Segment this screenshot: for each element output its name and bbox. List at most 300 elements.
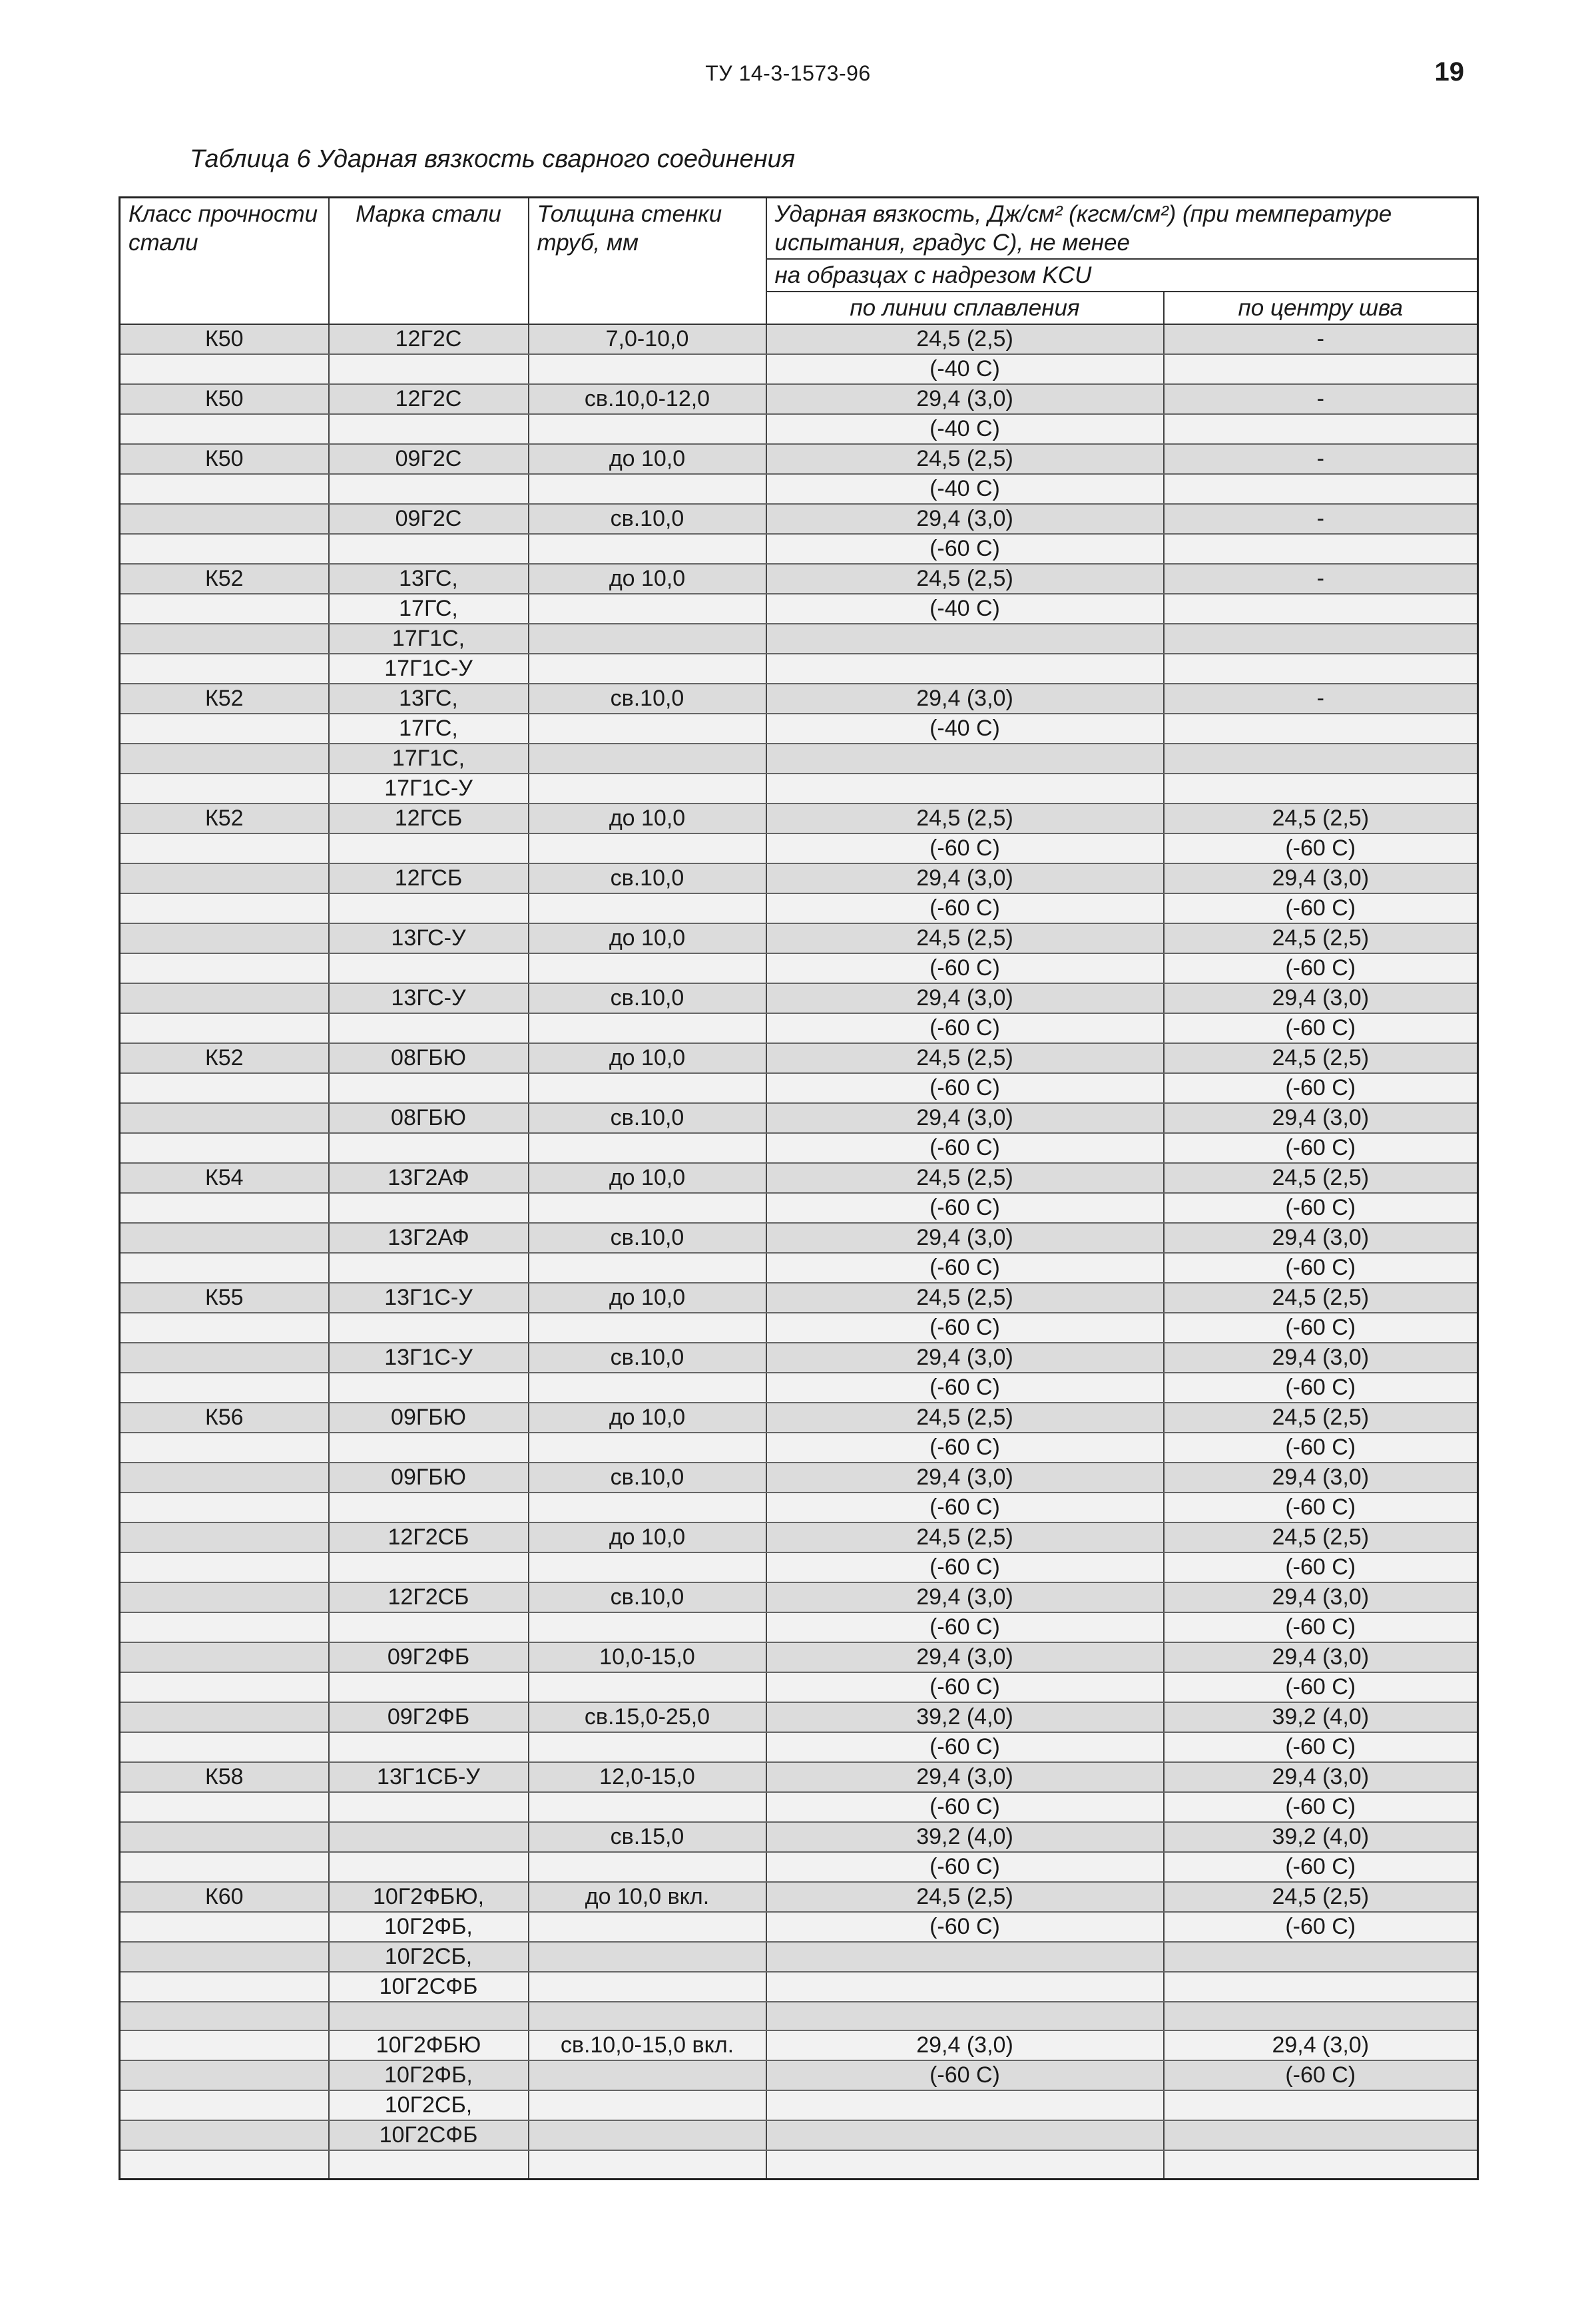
table-row — [120, 564, 1478, 594]
cell-weld-center: - — [1164, 384, 1478, 414]
cell-steel-grade: 10Г2ФБЮ, — [329, 1882, 529, 1912]
cell-strength-class — [120, 1792, 329, 1822]
cell-steel-grade: 09ГБЮ — [329, 1403, 529, 1433]
cell-fusion-line: 39,2 (4,0) — [766, 1822, 1164, 1852]
header-impact-strength: Ударная вязкость, Дж/см² (кгсм/см²) (при температуре испытания, градус С), не менее — [766, 198, 1478, 260]
cell-weld-center: (-60 С) — [1164, 1193, 1478, 1223]
cell-fusion-line: 29,4 (3,0) — [766, 863, 1164, 893]
table-row — [120, 1552, 1478, 1582]
table-row — [120, 534, 1478, 564]
cell-fusion-line: (-60 С) — [766, 1193, 1164, 1223]
impact-strength-table — [119, 196, 1479, 2180]
cell-weld-center — [1164, 474, 1478, 504]
cell-wall-thickness — [529, 1942, 766, 1972]
table-row — [120, 1343, 1478, 1373]
cell-fusion-line: 39,2 (4,0) — [766, 1702, 1164, 1732]
cell-wall-thickness — [529, 1373, 766, 1403]
cell-weld-center — [1164, 594, 1478, 624]
cell-wall-thickness — [529, 624, 766, 654]
cell-wall-thickness: до 10,0 — [529, 1043, 766, 1073]
cell-steel-grade: 17Г1С, — [329, 744, 529, 774]
cell-strength-class — [120, 1133, 329, 1163]
cell-fusion-line: 29,4 (3,0) — [766, 1582, 1164, 1612]
table-row — [120, 504, 1478, 534]
table-row — [120, 1912, 1478, 1942]
table-row — [120, 624, 1478, 654]
cell-steel-grade — [329, 1792, 529, 1822]
table-row — [120, 1972, 1478, 2002]
table-body — [120, 324, 1478, 2179]
cell-wall-thickness — [529, 1313, 766, 1343]
table-row — [120, 1672, 1478, 1702]
cell-strength-class — [120, 2150, 329, 2179]
table-row — [120, 1642, 1478, 1672]
table-row — [120, 983, 1478, 1013]
header-row-main — [120, 198, 1478, 260]
header-strength-class: Класс прочности стали — [120, 198, 329, 325]
cell-weld-center: (-60 С) — [1164, 1732, 1478, 1762]
cell-strength-class — [120, 2030, 329, 2060]
cell-wall-thickness: св.10,0 — [529, 1343, 766, 1373]
table-row — [120, 833, 1478, 863]
cell-steel-grade — [329, 1373, 529, 1403]
cell-strength-class — [120, 414, 329, 444]
cell-steel-grade: 13Г1С-У — [329, 1283, 529, 1313]
cell-wall-thickness — [529, 1612, 766, 1642]
cell-strength-class — [120, 1732, 329, 1762]
cell-steel-grade: 10Г2СБ, — [329, 2090, 529, 2120]
cell-weld-center — [1164, 654, 1478, 684]
cell-strength-class: К50 — [120, 324, 329, 354]
cell-steel-grade: 12Г2С — [329, 384, 529, 414]
table-row — [120, 2060, 1478, 2090]
table-row — [120, 474, 1478, 504]
cell-strength-class — [120, 2120, 329, 2150]
cell-weld-center: 24,5 (2,5) — [1164, 804, 1478, 833]
cell-fusion-line: 24,5 (2,5) — [766, 444, 1164, 474]
cell-steel-grade: 12Г2С — [329, 324, 529, 354]
cell-fusion-line — [766, 2090, 1164, 2120]
cell-steel-grade: 10Г2СБ, — [329, 1942, 529, 1972]
cell-steel-grade — [329, 1313, 529, 1343]
cell-steel-grade — [329, 354, 529, 384]
cell-wall-thickness: до 10,0 — [529, 1283, 766, 1313]
cell-weld-center: 29,4 (3,0) — [1164, 1343, 1478, 1373]
cell-steel-grade: 17Г1С-У — [329, 774, 529, 804]
cell-wall-thickness — [529, 833, 766, 863]
cell-steel-grade — [329, 1672, 529, 1702]
cell-steel-grade — [329, 474, 529, 504]
cell-steel-grade: 09Г2С — [329, 504, 529, 534]
cell-weld-center — [1164, 414, 1478, 444]
cell-weld-center: 29,4 (3,0) — [1164, 863, 1478, 893]
table-row — [120, 1792, 1478, 1822]
cell-strength-class — [120, 1972, 329, 2002]
cell-fusion-line: 29,4 (3,0) — [766, 1103, 1164, 1133]
cell-wall-thickness: св.10,0-15,0 вкл. — [529, 2030, 766, 2060]
cell-weld-center: (-60 С) — [1164, 1133, 1478, 1163]
header-steel-grade: Марка стали — [329, 198, 529, 325]
cell-steel-grade: 09Г2С — [329, 444, 529, 474]
cell-weld-center: (-60 С) — [1164, 1612, 1478, 1642]
cell-weld-center — [1164, 774, 1478, 804]
cell-weld-center: (-60 С) — [1164, 1792, 1478, 1822]
cell-weld-center: 29,4 (3,0) — [1164, 983, 1478, 1013]
cell-strength-class — [120, 654, 329, 684]
table-row — [120, 1313, 1478, 1343]
cell-wall-thickness: до 10,0 вкл. — [529, 1882, 766, 1912]
cell-steel-grade: 09Г2ФБ — [329, 1702, 529, 1732]
cell-fusion-line: (-40 С) — [766, 474, 1164, 504]
cell-wall-thickness: св.10,0 — [529, 1103, 766, 1133]
cell-steel-grade: 09Г2ФБ — [329, 1642, 529, 1672]
cell-wall-thickness — [529, 414, 766, 444]
cell-wall-thickness — [529, 2120, 766, 2150]
cell-strength-class — [120, 474, 329, 504]
cell-steel-grade — [329, 1253, 529, 1283]
cell-weld-center: (-60 С) — [1164, 1313, 1478, 1343]
cell-weld-center: - — [1164, 504, 1478, 534]
cell-wall-thickness — [529, 893, 766, 923]
table-caption: Таблица 6 Ударная вязкость сварного соединения — [190, 145, 796, 173]
cell-steel-grade: 12ГСБ — [329, 804, 529, 833]
table-row — [120, 444, 1478, 474]
cell-fusion-line: (-60 С) — [766, 1912, 1164, 1942]
cell-wall-thickness — [529, 2002, 766, 2030]
cell-strength-class — [120, 1223, 329, 1253]
cell-weld-center: - — [1164, 684, 1478, 714]
cell-fusion-line: (-60 С) — [766, 1313, 1164, 1343]
cell-weld-center: - — [1164, 324, 1478, 354]
table-row — [120, 863, 1478, 893]
cell-fusion-line: (-60 С) — [766, 1493, 1164, 1522]
cell-strength-class — [120, 893, 329, 923]
table-row — [120, 1762, 1478, 1792]
cell-strength-class — [120, 1013, 329, 1043]
cell-wall-thickness: до 10,0 — [529, 444, 766, 474]
cell-steel-grade: 08ГБЮ — [329, 1103, 529, 1133]
cell-fusion-line: 24,5 (2,5) — [766, 1522, 1164, 1552]
cell-fusion-line — [766, 654, 1164, 684]
cell-weld-center — [1164, 2120, 1478, 2150]
cell-wall-thickness — [529, 1552, 766, 1582]
cell-weld-center: (-60 С) — [1164, 1253, 1478, 1283]
cell-weld-center — [1164, 714, 1478, 744]
cell-steel-grade: 13ГС-У — [329, 923, 529, 953]
cell-wall-thickness — [529, 1852, 766, 1882]
cell-wall-thickness — [529, 1433, 766, 1463]
cell-wall-thickness: св.10,0 — [529, 1463, 766, 1493]
cell-weld-center: 39,2 (4,0) — [1164, 1702, 1478, 1732]
cell-weld-center — [1164, 354, 1478, 384]
cell-strength-class — [120, 1912, 329, 1942]
cell-fusion-line: (-60 С) — [766, 893, 1164, 923]
cell-fusion-line: (-60 С) — [766, 1552, 1164, 1582]
cell-wall-thickness: св.10,0 — [529, 1582, 766, 1612]
table-row — [120, 714, 1478, 744]
cell-fusion-line: 24,5 (2,5) — [766, 1163, 1164, 1193]
cell-fusion-line: (-40 С) — [766, 594, 1164, 624]
cell-strength-class — [120, 1822, 329, 1852]
table-row — [120, 2120, 1478, 2150]
cell-wall-thickness: св.10,0 — [529, 1223, 766, 1253]
cell-strength-class — [120, 1493, 329, 1522]
cell-fusion-line: 24,5 (2,5) — [766, 1043, 1164, 1073]
cell-strength-class: К54 — [120, 1163, 329, 1193]
cell-fusion-line: 24,5 (2,5) — [766, 923, 1164, 953]
table-row — [120, 1013, 1478, 1043]
table-row — [120, 744, 1478, 774]
cell-weld-center — [1164, 1942, 1478, 1972]
cell-steel-grade: 12Г2СБ — [329, 1582, 529, 1612]
cell-wall-thickness: св.10,0 — [529, 504, 766, 534]
cell-fusion-line: 29,4 (3,0) — [766, 1223, 1164, 1253]
cell-wall-thickness: до 10,0 — [529, 1403, 766, 1433]
cell-weld-center: 24,5 (2,5) — [1164, 1043, 1478, 1073]
cell-fusion-line: 29,4 (3,0) — [766, 1762, 1164, 1792]
cell-fusion-line: 24,5 (2,5) — [766, 1403, 1164, 1433]
cell-wall-thickness — [529, 1253, 766, 1283]
cell-strength-class — [120, 2090, 329, 2120]
table-header — [120, 198, 1478, 325]
cell-fusion-line — [766, 1942, 1164, 1972]
cell-wall-thickness: 12,0-15,0 — [529, 1762, 766, 1792]
cell-wall-thickness — [529, 1193, 766, 1223]
cell-weld-center: 29,4 (3,0) — [1164, 1642, 1478, 1672]
cell-strength-class: К58 — [120, 1762, 329, 1792]
cell-fusion-line: (-40 С) — [766, 354, 1164, 384]
cell-strength-class — [120, 1702, 329, 1732]
table-row — [120, 1163, 1478, 1193]
cell-steel-grade: 13ГС, — [329, 564, 529, 594]
cell-weld-center: 24,5 (2,5) — [1164, 1882, 1478, 1912]
table-row — [120, 1942, 1478, 1972]
table-row — [120, 324, 1478, 354]
cell-steel-grade: 13ГС, — [329, 684, 529, 714]
cell-weld-center: (-60 С) — [1164, 953, 1478, 983]
table-row — [120, 2090, 1478, 2120]
cell-strength-class — [120, 1522, 329, 1552]
header-wall-thickness: Толщина стенки труб, мм — [529, 198, 766, 325]
cell-fusion-line: (-60 С) — [766, 534, 1164, 564]
cell-weld-center — [1164, 2150, 1478, 2179]
cell-weld-center: 24,5 (2,5) — [1164, 1522, 1478, 1552]
cell-weld-center: 29,4 (3,0) — [1164, 1582, 1478, 1612]
cell-fusion-line — [766, 744, 1164, 774]
cell-fusion-line: 29,4 (3,0) — [766, 684, 1164, 714]
table-row — [120, 1103, 1478, 1133]
cell-steel-grade: 10Г2ФБЮ — [329, 2030, 529, 2060]
cell-weld-center: (-60 С) — [1164, 833, 1478, 863]
cell-strength-class: К52 — [120, 1043, 329, 1073]
table-row — [120, 1283, 1478, 1313]
cell-steel-grade: 13Г2АФ — [329, 1163, 529, 1193]
cell-steel-grade — [329, 1073, 529, 1103]
cell-steel-grade: 17ГС, — [329, 714, 529, 744]
cell-steel-grade — [329, 414, 529, 444]
cell-strength-class: К52 — [120, 804, 329, 833]
table-row — [120, 684, 1478, 714]
cell-wall-thickness — [529, 1912, 766, 1942]
cell-steel-grade: 08ГБЮ — [329, 1043, 529, 1073]
cell-wall-thickness: до 10,0 — [529, 1163, 766, 1193]
cell-weld-center: (-60 С) — [1164, 1433, 1478, 1463]
cell-fusion-line: (-60 С) — [766, 1612, 1164, 1642]
cell-wall-thickness — [529, 953, 766, 983]
cell-fusion-line: (-40 С) — [766, 414, 1164, 444]
cell-fusion-line — [766, 624, 1164, 654]
cell-strength-class — [120, 1103, 329, 1133]
cell-fusion-line: 24,5 (2,5) — [766, 1882, 1164, 1912]
cell-wall-thickness: св.10,0-12,0 — [529, 384, 766, 414]
cell-strength-class — [120, 1463, 329, 1493]
cell-wall-thickness — [529, 1073, 766, 1103]
table-row — [120, 1732, 1478, 1762]
cell-strength-class: К50 — [120, 384, 329, 414]
cell-steel-grade: 13Г2АФ — [329, 1223, 529, 1253]
cell-steel-grade: 10Г2ФБ, — [329, 2060, 529, 2090]
cell-steel-grade — [329, 1493, 529, 1522]
cell-strength-class — [120, 1193, 329, 1223]
cell-wall-thickness — [529, 1972, 766, 2002]
cell-strength-class — [120, 594, 329, 624]
cell-strength-class — [120, 354, 329, 384]
cell-strength-class — [120, 1612, 329, 1642]
cell-strength-class — [120, 863, 329, 893]
cell-fusion-line — [766, 2120, 1164, 2150]
table-row — [120, 1193, 1478, 1223]
document-code: ТУ 14-3-1573-96 — [705, 61, 871, 85]
cell-wall-thickness — [529, 594, 766, 624]
table-row — [120, 354, 1478, 384]
cell-steel-grade: 10Г2СФБ — [329, 2120, 529, 2150]
cell-fusion-line: 29,4 (3,0) — [766, 504, 1164, 534]
cell-strength-class — [120, 983, 329, 1013]
cell-strength-class — [120, 1343, 329, 1373]
cell-strength-class — [120, 624, 329, 654]
cell-wall-thickness — [529, 534, 766, 564]
cell-wall-thickness — [529, 1013, 766, 1043]
cell-fusion-line: (-60 С) — [766, 953, 1164, 983]
cell-strength-class — [120, 714, 329, 744]
cell-weld-center: (-60 С) — [1164, 1912, 1478, 1942]
cell-strength-class: К50 — [120, 444, 329, 474]
cell-weld-center: (-60 С) — [1164, 1852, 1478, 1882]
cell-strength-class — [120, 534, 329, 564]
cell-weld-center: (-60 С) — [1164, 1672, 1478, 1702]
table-row — [120, 1433, 1478, 1463]
cell-steel-grade — [329, 953, 529, 983]
cell-fusion-line — [766, 2002, 1164, 2030]
cell-strength-class — [120, 923, 329, 953]
cell-steel-grade — [329, 1013, 529, 1043]
cell-strength-class — [120, 744, 329, 774]
cell-steel-grade — [329, 1552, 529, 1582]
table-row — [120, 1043, 1478, 1073]
cell-strength-class — [120, 2060, 329, 2090]
cell-steel-grade: 13Г1С-У — [329, 1343, 529, 1373]
cell-steel-grade — [329, 833, 529, 863]
table-row — [120, 1882, 1478, 1912]
cell-fusion-line: (-60 С) — [766, 1792, 1164, 1822]
cell-wall-thickness — [529, 354, 766, 384]
cell-wall-thickness: до 10,0 — [529, 804, 766, 833]
cell-fusion-line: 24,5 (2,5) — [766, 1283, 1164, 1313]
table-row — [120, 1493, 1478, 1522]
cell-weld-center: - — [1164, 564, 1478, 594]
cell-fusion-line: (-60 С) — [766, 2060, 1164, 2090]
cell-strength-class — [120, 1373, 329, 1403]
cell-weld-center: 29,4 (3,0) — [1164, 1463, 1478, 1493]
cell-strength-class — [120, 504, 329, 534]
table-row — [120, 2030, 1478, 2060]
table-row — [120, 414, 1478, 444]
table-row — [120, 953, 1478, 983]
cell-fusion-line: (-60 С) — [766, 1133, 1164, 1163]
cell-steel-grade: 12Г2СБ — [329, 1522, 529, 1552]
table-row — [120, 1822, 1478, 1852]
cell-steel-grade: 13Г1СБ-У — [329, 1762, 529, 1792]
cell-weld-center: 29,4 (3,0) — [1164, 2030, 1478, 2060]
cell-wall-thickness — [529, 1672, 766, 1702]
cell-wall-thickness — [529, 654, 766, 684]
cell-weld-center — [1164, 1972, 1478, 2002]
table-row — [120, 1133, 1478, 1163]
cell-fusion-line — [766, 2150, 1164, 2179]
table-row — [120, 1463, 1478, 1493]
cell-fusion-line: (-60 С) — [766, 1852, 1164, 1882]
cell-fusion-line: 29,4 (3,0) — [766, 384, 1164, 414]
cell-steel-grade — [329, 1193, 529, 1223]
cell-strength-class — [120, 1942, 329, 1972]
cell-strength-class — [120, 1073, 329, 1103]
cell-strength-class: К52 — [120, 684, 329, 714]
cell-fusion-line: (-60 С) — [766, 1013, 1164, 1043]
table-row — [120, 893, 1478, 923]
cell-steel-grade — [329, 893, 529, 923]
cell-strength-class — [120, 1433, 329, 1463]
cell-weld-center — [1164, 534, 1478, 564]
cell-wall-thickness: до 10,0 — [529, 1522, 766, 1552]
table-row — [120, 804, 1478, 833]
cell-fusion-line: 24,5 (2,5) — [766, 564, 1164, 594]
table-row — [120, 1223, 1478, 1253]
header-kcu-notch: на образцах с надрезом KCU — [766, 259, 1478, 292]
cell-steel-grade — [329, 1433, 529, 1463]
cell-fusion-line: 29,4 (3,0) — [766, 1463, 1164, 1493]
table-row — [120, 923, 1478, 953]
cell-fusion-line: (-60 С) — [766, 1672, 1164, 1702]
table-row — [120, 1073, 1478, 1103]
cell-weld-center: (-60 С) — [1164, 1373, 1478, 1403]
cell-fusion-line: 24,5 (2,5) — [766, 324, 1164, 354]
cell-weld-center: 29,4 (3,0) — [1164, 1103, 1478, 1133]
cell-weld-center: 29,4 (3,0) — [1164, 1762, 1478, 1792]
cell-weld-center: (-60 С) — [1164, 1493, 1478, 1522]
cell-wall-thickness: св.10,0 — [529, 684, 766, 714]
cell-steel-grade — [329, 2002, 529, 2030]
cell-wall-thickness — [529, 1792, 766, 1822]
header-weld-center: по центру шва — [1164, 292, 1478, 324]
cell-weld-center: (-60 С) — [1164, 1552, 1478, 1582]
cell-weld-center: 24,5 (2,5) — [1164, 1403, 1478, 1433]
cell-wall-thickness: св.10,0 — [529, 983, 766, 1013]
cell-wall-thickness: 10,0-15,0 — [529, 1642, 766, 1672]
cell-wall-thickness: св.15,0-25,0 — [529, 1702, 766, 1732]
cell-strength-class: К55 — [120, 1283, 329, 1313]
cell-strength-class — [120, 1672, 329, 1702]
cell-wall-thickness — [529, 2090, 766, 2120]
